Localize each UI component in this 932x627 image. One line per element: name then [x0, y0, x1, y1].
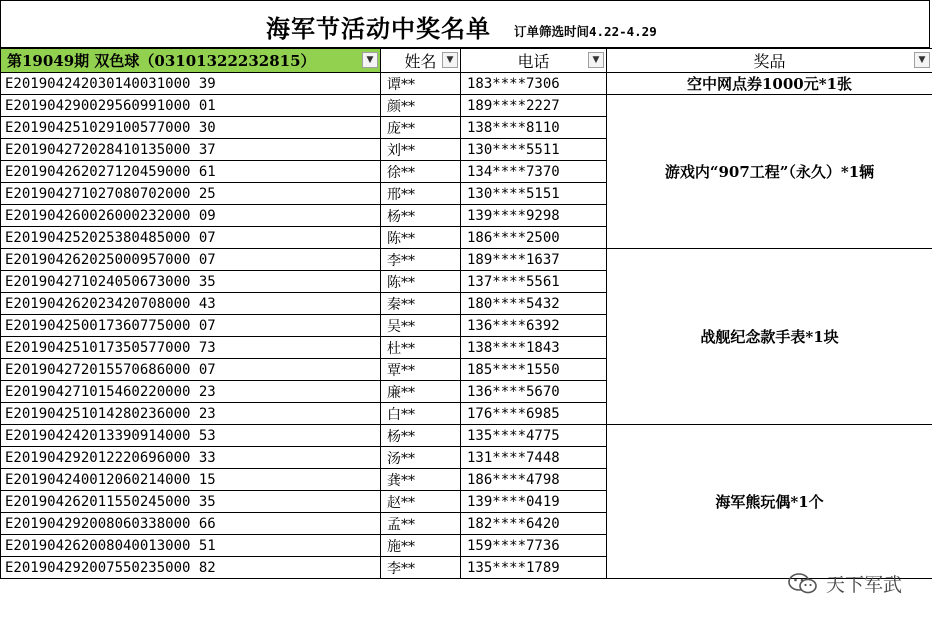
- table-row: [1, 95, 932, 117]
- name-cell[interactable]: 陈**: [381, 271, 461, 293]
- order-cell[interactable]: E201904251029100577000 30: [1, 117, 381, 139]
- phone-cell[interactable]: 189****1637: [461, 249, 607, 271]
- order-cell[interactable]: E201904292008060338000 66: [1, 513, 381, 535]
- filter-dropdown-icon[interactable]: ▼: [362, 52, 378, 68]
- phone-cell[interactable]: 135****1789: [461, 557, 607, 579]
- order-cell[interactable]: E201904292012220696000 33: [1, 447, 381, 469]
- prize-cell[interactable]: 空中网点券1000元*1张: [607, 73, 932, 95]
- column-header-phone[interactable]: [461, 49, 607, 73]
- phone-cell[interactable]: 182****6420: [461, 513, 607, 535]
- name-cell[interactable]: 龚**: [381, 469, 461, 491]
- page-subtitle: 订单筛选时间4.22-4.29: [514, 24, 657, 39]
- order-cell[interactable]: E201904262008040013000 51: [1, 535, 381, 557]
- name-cell[interactable]: 杜**: [381, 337, 461, 359]
- prize-cell[interactable]: 战舰纪念款手表*1块: [607, 249, 932, 425]
- order-cell[interactable]: E201904262025000957000 07: [1, 249, 381, 271]
- phone-cell[interactable]: 136****6392: [461, 315, 607, 337]
- order-cell[interactable]: E201904250017360775000 07: [1, 315, 381, 337]
- name-cell[interactable]: 秦**: [381, 293, 461, 315]
- table-row: [1, 249, 932, 271]
- prize-cell[interactable]: 游戏内“907工程”（永久）*1辆: [607, 95, 932, 249]
- name-cell[interactable]: 邢**: [381, 183, 461, 205]
- order-cell[interactable]: E201904251014280236000 23: [1, 403, 381, 425]
- name-cell[interactable]: 刘**: [381, 139, 461, 161]
- order-cell[interactable]: E201904252025380485000 07: [1, 227, 381, 249]
- filter-dropdown-icon[interactable]: ▼: [914, 52, 930, 68]
- prize-cell[interactable]: 海军熊玩偶*1个: [607, 425, 932, 579]
- name-cell[interactable]: 李**: [381, 557, 461, 579]
- phone-cell[interactable]: 137****5561: [461, 271, 607, 293]
- name-cell[interactable]: 廉**: [381, 381, 461, 403]
- order-cell[interactable]: E201904262027120459000 61: [1, 161, 381, 183]
- column-header-prize-label: 奖品: [753, 52, 786, 71]
- name-cell[interactable]: 陈**: [381, 227, 461, 249]
- phone-cell[interactable]: 130****5511: [461, 139, 607, 161]
- name-cell[interactable]: 白**: [381, 403, 461, 425]
- name-cell[interactable]: 颜**: [381, 95, 461, 117]
- title-row: [0, 0, 930, 48]
- wechat-icon: [788, 572, 818, 596]
- phone-cell[interactable]: 189****2227: [461, 95, 607, 117]
- order-cell[interactable]: E201904240012060214000 15: [1, 469, 381, 491]
- order-cell[interactable]: E201904242013390914000 53: [1, 425, 381, 447]
- phone-cell[interactable]: 138****8110: [461, 117, 607, 139]
- column-header-name[interactable]: [381, 49, 461, 73]
- column-header-phone-label: 电话: [517, 52, 550, 71]
- column-header-order-label: 第19049期 双色球（03101322232815）: [7, 52, 316, 70]
- phone-cell[interactable]: 186****2500: [461, 227, 607, 249]
- name-cell[interactable]: 吴**: [381, 315, 461, 337]
- order-cell[interactable]: E201904262011550245000 35: [1, 491, 381, 513]
- phone-cell[interactable]: 183****7306: [461, 73, 607, 95]
- name-cell[interactable]: 孟**: [381, 513, 461, 535]
- filter-dropdown-icon[interactable]: ▼: [588, 52, 604, 68]
- name-cell[interactable]: 徐**: [381, 161, 461, 183]
- order-cell[interactable]: E201904271027080702000 25: [1, 183, 381, 205]
- order-cell[interactable]: E201904271015460220000 23: [1, 381, 381, 403]
- order-cell[interactable]: E201904271024050673000 35: [1, 271, 381, 293]
- phone-cell[interactable]: 185****1550: [461, 359, 607, 381]
- phone-cell[interactable]: 136****5670: [461, 381, 607, 403]
- phone-cell[interactable]: 176****6985: [461, 403, 607, 425]
- name-cell[interactable]: 李**: [381, 249, 461, 271]
- column-header-prize[interactable]: [607, 49, 932, 73]
- column-header-name-label: 姓名: [404, 52, 437, 71]
- filter-dropdown-icon[interactable]: ▼: [442, 52, 458, 68]
- watermark-text: 天下军武: [825, 574, 902, 596]
- table-body: [1, 73, 932, 579]
- phone-cell[interactable]: 186****4798: [461, 469, 607, 491]
- phone-cell[interactable]: 135****4775: [461, 425, 607, 447]
- phone-cell[interactable]: 134****7370: [461, 161, 607, 183]
- phone-cell[interactable]: 131****7448: [461, 447, 607, 469]
- order-cell[interactable]: E201904242030140031000 39: [1, 73, 381, 95]
- table-row: [1, 73, 932, 95]
- order-cell[interactable]: E201904260026000232000 09: [1, 205, 381, 227]
- order-cell[interactable]: E201904272015570686000 07: [1, 359, 381, 381]
- phone-cell[interactable]: 139****9298: [461, 205, 607, 227]
- name-cell[interactable]: 杨**: [381, 205, 461, 227]
- phone-cell[interactable]: 130****5151: [461, 183, 607, 205]
- order-cell[interactable]: E201904272028410135000 37: [1, 139, 381, 161]
- name-cell[interactable]: 杨**: [381, 425, 461, 447]
- table-row: [1, 425, 932, 447]
- order-cell[interactable]: E201904290029560991000 01: [1, 95, 381, 117]
- header-row: [1, 49, 932, 73]
- phone-cell[interactable]: 159****7736: [461, 535, 607, 557]
- name-cell[interactable]: 施**: [381, 535, 461, 557]
- name-cell[interactable]: 庞**: [381, 117, 461, 139]
- name-cell[interactable]: 谭**: [381, 73, 461, 95]
- order-cell[interactable]: E201904262023420708000 43: [1, 293, 381, 315]
- order-cell[interactable]: E201904292007550235000 82: [1, 557, 381, 579]
- winner-table: [0, 48, 932, 579]
- name-cell[interactable]: 覃**: [381, 359, 461, 381]
- phone-cell[interactable]: 138****1843: [461, 337, 607, 359]
- phone-cell[interactable]: 139****0419: [461, 491, 607, 513]
- name-cell[interactable]: 赵**: [381, 491, 461, 513]
- page-title: 海军节活动中奖名单: [266, 14, 491, 43]
- column-header-order[interactable]: [1, 49, 381, 73]
- name-cell[interactable]: 汤**: [381, 447, 461, 469]
- order-cell[interactable]: E201904251017350577000 73: [1, 337, 381, 359]
- watermark: [788, 570, 902, 597]
- phone-cell[interactable]: 180****5432: [461, 293, 607, 315]
